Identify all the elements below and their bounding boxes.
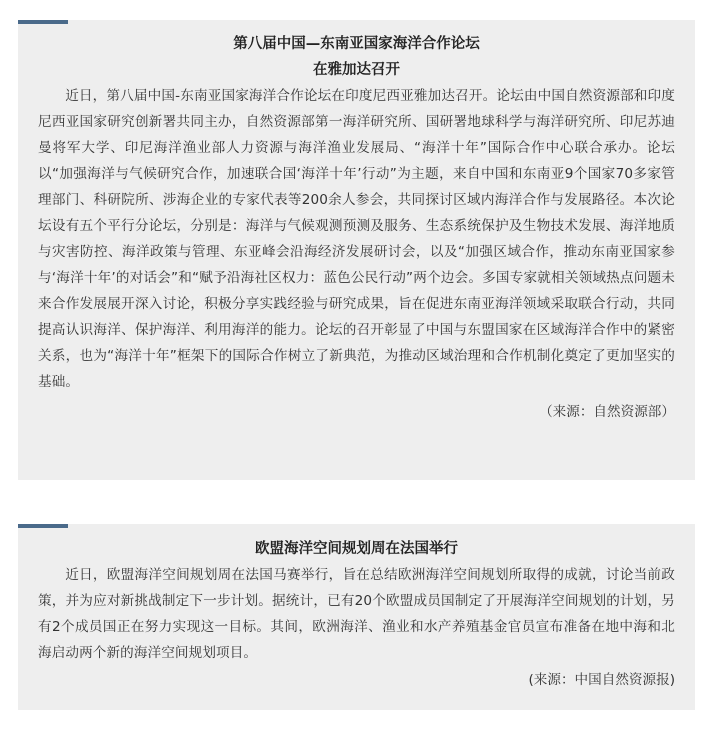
card-accent-bar — [18, 20, 68, 24]
article-title-line-2: 在雅加达召开 — [313, 62, 400, 78]
article-body: 近日，第八届中国-东南亚国家海洋合作论坛在印度尼西亚雅加达召开。论坛由中国自然资源部和印度尼西亚国家研究创新署共同主办，自然资源部第一海洋研究所、国研署地球科学与海洋研究所、印尼苏迪曼将军大学、印尼海洋渔业部人力资源与海洋渔业发展局、“海洋十年”国际合作中心联合承办。论坛以“加强海洋与气候研究合作，加速联合国‘海洋十年’行动”为主题，来自中国和东南亚9个国家70多家管理部门、科研院所、涉海企业的专家代表等200余人参会，共同探讨区域内海洋合作与发展路径。本次论坛设有五个平行分论坛，分别是：海洋与气候观测预测及服务、生态系统保护及生物技术发展、海洋地质与灾害防控、海洋政策与管理、东亚峰会沿海经济发展研讨会，以及“加强区域合作，推动东南亚国家参与‘海洋十年’的对话会”和“赋予沿海社区权力：蓝色公民行动”两个边会。多国专家就相关领域热点问题未来合作发展展开深入讨论，积极分享实践经验与研究成果，旨在促进东南亚海洋领域采取联合行动，共同提高认识海洋、保护海洋、利用海洋的能力。论坛的召开彰显了中国与东盟国家在区域海洋合作中的紧密关系，也为“海洋十年”框架下的国际合作树立了新典范，为推动区域治理和合作机制化奠定了更加坚实的基础。 — [38, 88, 675, 390]
news-card-eu-maritime-planning — [18, 524, 695, 710]
news-card-ocean-forum — [18, 20, 695, 480]
article-title-line-1: 欧盟海洋空间规划周在法国举行 — [255, 541, 458, 557]
article-body: 近日，欧盟海洋空间规划周在法国马赛举行，旨在总结欧洲海洋空间规划所取得的成就，讨论当前政策，并为应对新挑战制定下一步计划。据统计，已有20个欧盟成员国制定了开展海洋空间规划的计划，另有2个成员国正在努力实现这一目标。其间，欧洲海洋、渔业和水产养殖基金官员宣布准备在地中海和北海启动两个新的海洋空间规划项目。 — [38, 567, 675, 661]
article-title — [38, 524, 675, 562]
article-title — [38, 20, 675, 83]
article-source: (来源：中国自然资源报) — [528, 672, 675, 688]
article-title-line-1: 第八届中国—东南亚国家海洋合作论坛 — [233, 36, 480, 52]
card-accent-bar — [18, 524, 68, 528]
article-source: （来源：自然资源部） — [539, 404, 675, 420]
